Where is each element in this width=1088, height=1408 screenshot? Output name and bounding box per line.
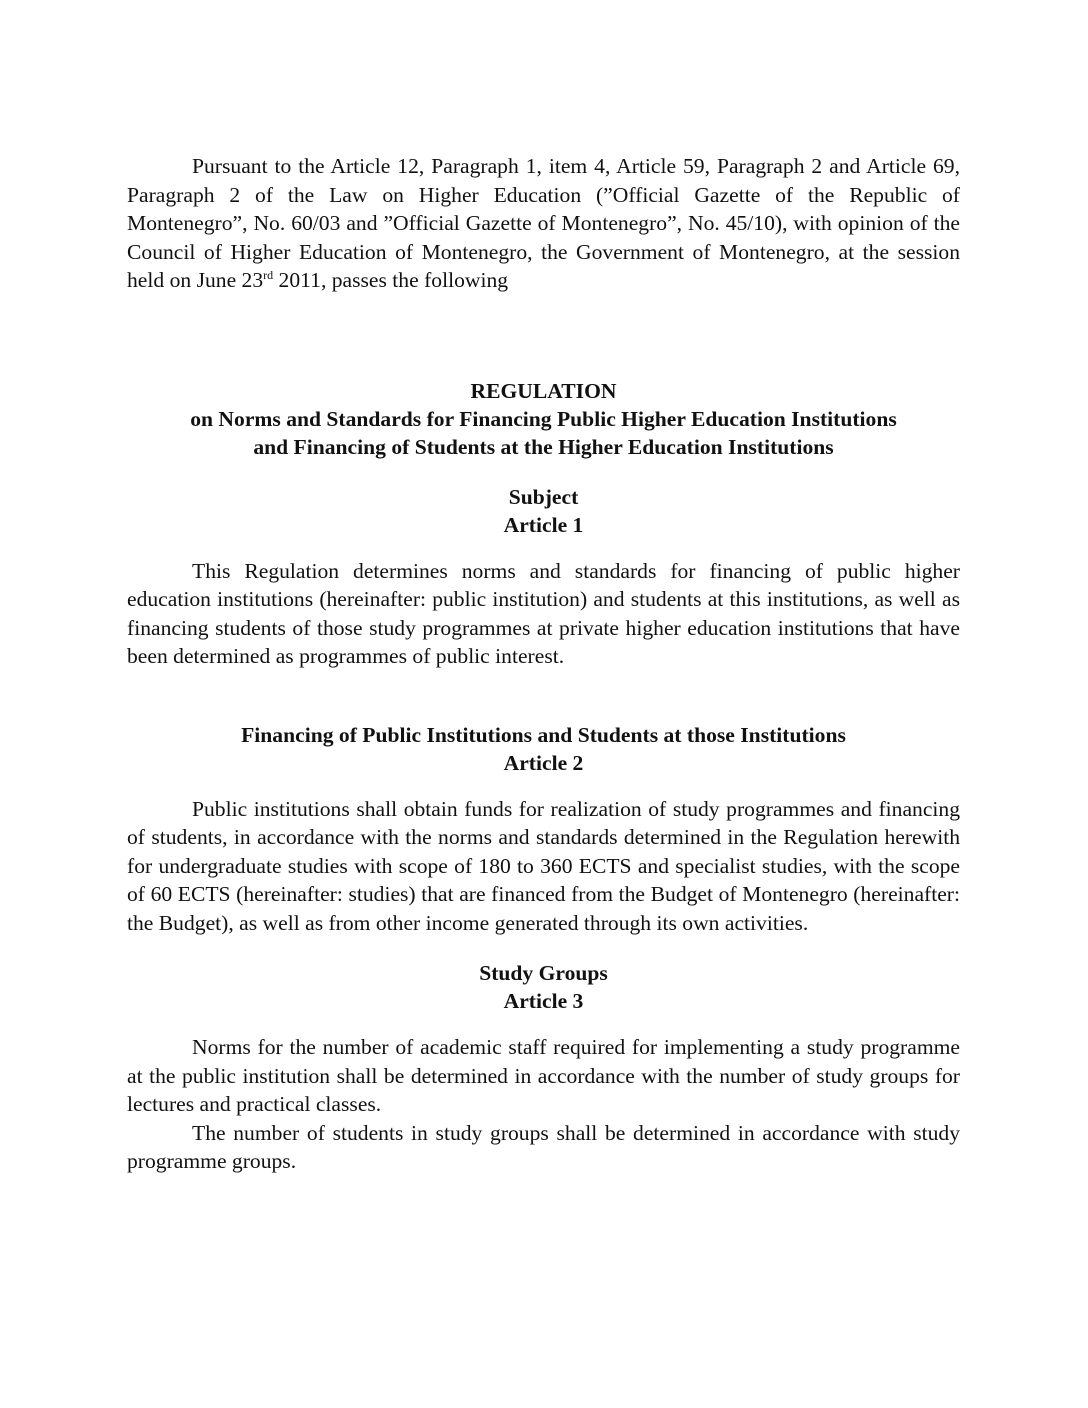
- regulation-subtitle-line-1: on Norms and Standards for Financing Public Higher Education Institutions: [190, 406, 897, 431]
- document-page: [127, 152, 960, 1176]
- article-3-number: Article 3: [503, 989, 584, 1013]
- date-ordinal-suffix: rd: [263, 268, 274, 282]
- article-3-title: Study Groups: [479, 961, 608, 985]
- preamble-text: Pursuant to the Article 12, Paragraph 1, item 4, Article 59, Paragraph 2 and Article 69, Paragraph 2 of the Law on Higher Education (”Official Gazette of the Republic of Montenegro”, No. 60/03 and ”Official Gazette of Montenegro”, No. 45/10), with opinion of the Council of Higher Education of Montenegro, the Government of Montenegro, at the session held on June 23: [127, 154, 960, 292]
- article-3-paragraph-1: Norms for the number of academic staff required for implementing a study programme at the public institution shall be determined in accordance with the number of study groups for lectures and practical classes.: [127, 1035, 960, 1116]
- article-3-heading: [127, 959, 960, 1015]
- regulation-heading: [127, 377, 960, 461]
- article-1-number: Article 1: [503, 512, 584, 537]
- article-3-paragraph-2: The number of students in study groups shall be determined in accordance with study programme groups.: [127, 1120, 960, 1173]
- preamble-paragraph: [127, 152, 960, 295]
- article-1-heading: [127, 483, 960, 539]
- preamble-text-end: 2011, passes the following: [273, 268, 509, 292]
- article-2-title: Financing of Public Institutions and Students at those Institutions: [241, 722, 846, 747]
- article-2-heading: [127, 721, 960, 777]
- regulation-subtitle-line-2: and Financing of Students at the Higher Education Institutions: [253, 434, 834, 459]
- article-1-title: Subject: [508, 484, 579, 509]
- article-2-paragraph: Public institutions shall obtain funds for realization of study programmes and financing of students, in accordance with the norms and standards determined in the Regulation herewith for undergraduate studies with scope of 180 to 360 ECTS and specialist studies, with the scope of 60 ECTS (hereinafter: studies) that are financed from the Budget of Montenegro (hereinafter: the Budget), as well as from other income generated through its own activities.: [127, 796, 960, 935]
- article-2-number: Article 2: [503, 750, 584, 775]
- article-1-paragraph: This Regulation determines norms and standards for financing of public higher education institutions (hereinafter: public institution) and students at this institutions, as well as financing students of those study programmes at private higher education institutions that have been determined as programmes of public interest.: [127, 558, 960, 668]
- regulation-title: REGULATION: [470, 378, 617, 403]
